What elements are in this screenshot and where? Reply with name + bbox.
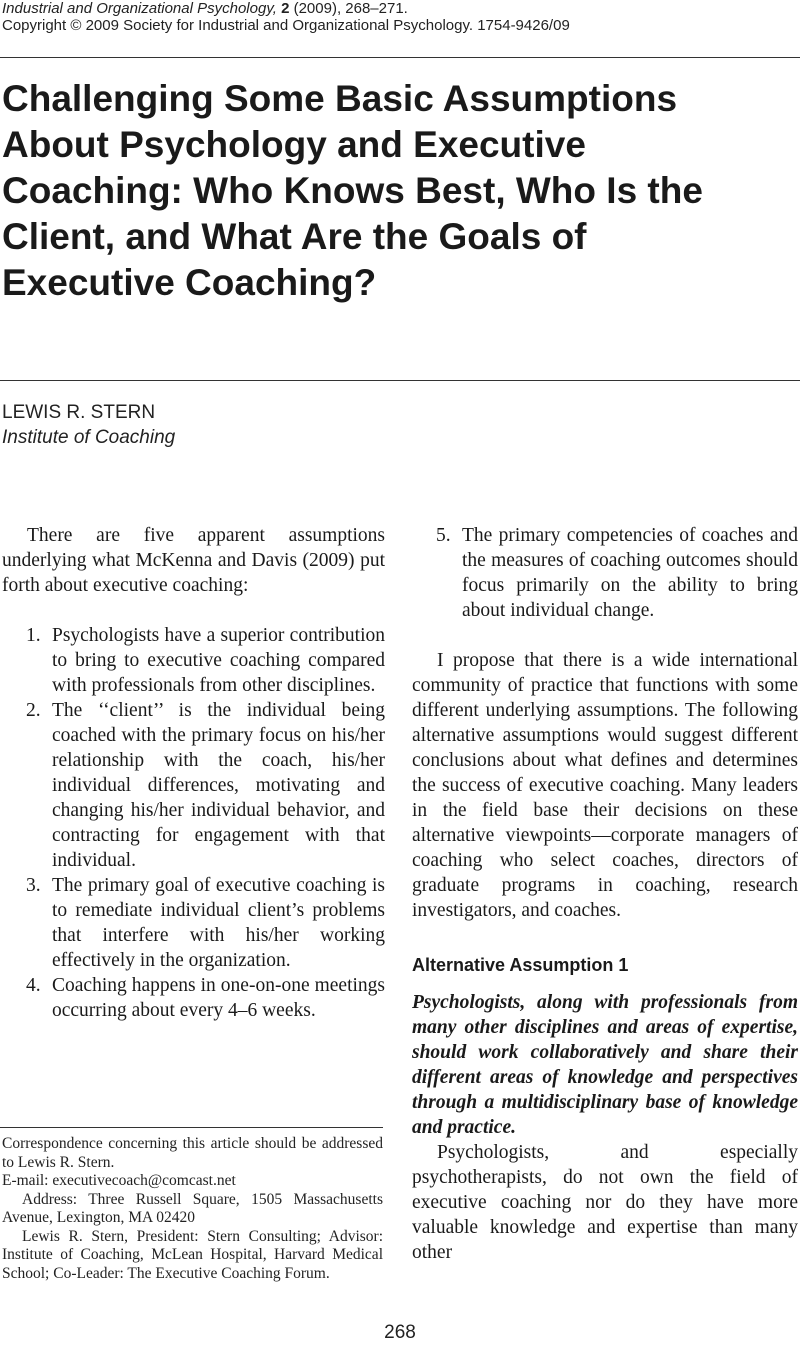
author-name: LEWIS R. STERN — [2, 402, 156, 423]
list-item — [2, 873, 385, 973]
list-number: 2. — [26, 700, 41, 721]
footnote-divider — [0, 1127, 383, 1128]
list-number: 3. — [26, 875, 41, 896]
author-bio: Lewis R. Stern, President: Stern Consulting; Advisor: Institute of Coaching, McLean Hospital, Harvard Medical School; Co-Leader: The Executive Coaching Forum. — [2, 1227, 383, 1282]
page-number: 268 — [384, 1322, 416, 1343]
journal-volume: 2 — [281, 0, 290, 17]
title-line: Coaching: Who Knows Best, Who Is the — [2, 170, 703, 211]
running-header — [2, 0, 570, 34]
intro-paragraph: There are five apparent assumptions underlying what McKenna and Davis (2009) put forth about executive coaching: — [2, 525, 385, 596]
address-line: Address: Three Russell Square, 1505 Massachusetts Avenue, Lexington, MA 02420 — [2, 1190, 383, 1226]
list-text: Coaching happens in one-on-one meetings occurring about every 4–6 weeks. — [52, 975, 385, 1021]
journal-name: Industrial and Organizational Psychology, — [2, 0, 277, 17]
list-item — [2, 973, 385, 1023]
assumption-list-continued — [412, 523, 798, 623]
title-line: About Psychology and Executive — [2, 124, 586, 165]
body-paragraph: I propose that there is a wide international community of practice that functions with some different underlying assumptions. The following alternative assumptions would suggest different conclusions about what defines and determines the success of executive coaching. Many leaders in the field base their decisions on these alternative viewpoints—corporate managers of coaching who select coaches, directors of graduate programs in coaching, research investigators, and coaches. — [412, 650, 798, 921]
author-affiliation: Institute of Coaching — [2, 427, 176, 448]
assumption-list — [2, 623, 385, 1023]
list-text: The primary competencies of coaches and the measures of coaching outcomes should focus primarily on the ability to bring about individual change. — [462, 525, 798, 621]
list-item — [412, 523, 798, 623]
section-heading: Alternative Assumption 1 — [412, 955, 629, 975]
list-number: 5. — [436, 525, 451, 546]
right-column — [412, 523, 798, 1265]
title-line: Executive Coaching? — [2, 262, 377, 303]
correspondence-note: Correspondence concerning this article should be addressed to Lewis R. Stern. — [2, 1135, 383, 1171]
body-paragraph: Psychologists, and especially psychotherapists, do not own the field of executive coaching nor do they have more valuable knowledge and expertise than many other — [412, 1142, 798, 1263]
journal-year-pages: (2009), 268–271. — [293, 0, 408, 17]
list-text: The primary goal of executive coaching is to remediate individual client’s problems that interfere with his/her working effectively in the organization. — [52, 875, 385, 971]
copyright-line: Copyright © 2009 Society for Industrial and Organizational Psychology. 1754-9426/09 — [2, 17, 570, 34]
journal-citation — [2, 0, 570, 17]
list-text: The ‘‘client’’ is the individual being coached with the primary focus on his/her relationship with the coach, his/her individual differences, motivating and changing his/her individual behavior, and contracting for engagement with that individual. — [52, 700, 385, 871]
email-line: E-mail: executivecoach@comcast.net — [2, 1172, 236, 1189]
left-column — [2, 523, 385, 1023]
header-divider — [0, 57, 800, 58]
list-number: 1. — [26, 625, 41, 646]
section-assertion: Psychologists, along with professionals from many other disciplines and areas of expertise, should work collaboratively and share their different areas of knowledge and perspectives through a multidisciplinary base of knowledge and practice. — [412, 992, 798, 1138]
title-line: Client, and What Are the Goals of — [2, 216, 587, 257]
article-title — [2, 76, 798, 306]
list-item — [2, 698, 385, 873]
list-text: Psychologists have a superior contribution to bring to executive coaching compared with professionals from other disciplines. — [52, 625, 385, 696]
title-divider — [0, 380, 800, 381]
list-number: 4. — [26, 975, 41, 996]
list-item — [2, 623, 385, 698]
title-line: Challenging Some Basic Assumptions — [2, 78, 678, 119]
footnote — [2, 1135, 383, 1283]
